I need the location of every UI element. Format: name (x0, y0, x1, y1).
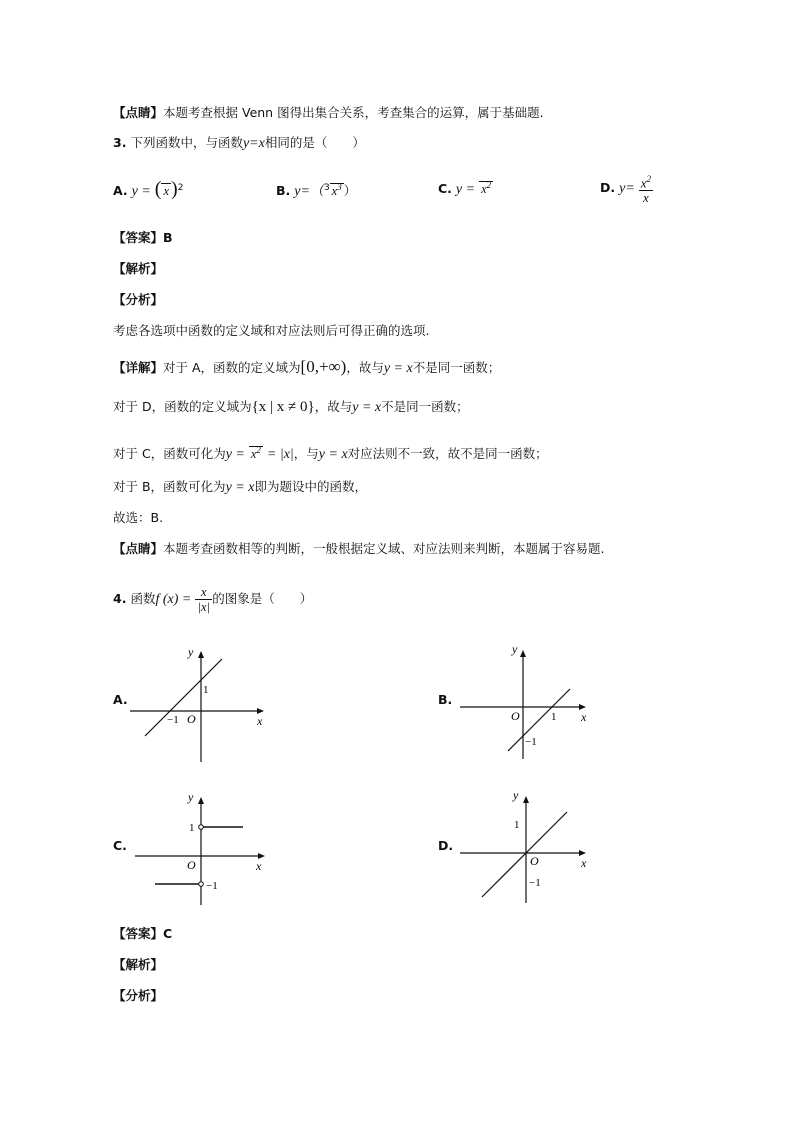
detail-c-math-right: = |x| (266, 447, 294, 463)
graph-d-tick-neg1: −1 (529, 877, 541, 889)
option-d-exp: 2 (646, 174, 652, 184)
detail-a-text1: 对于 A，函数的定义域为 (163, 360, 301, 375)
graph-d-y-label: y (513, 788, 519, 802)
option-b-sqrt: $x^3$ (331, 181, 342, 198)
q4-jiexi: 【解析】 (113, 957, 164, 972)
answer-tag: 【答案】 (113, 926, 164, 941)
q4-stem-before: 函数 (130, 591, 156, 606)
detail-c-text1: 对于 C，函数可化为 (113, 446, 226, 462)
q4-fraction (195, 585, 212, 614)
detail-b-text1: 对于 B，函数可化为 (113, 479, 226, 494)
graph-c-y-arrow (198, 797, 204, 804)
q4-stem-math: f (x) = (155, 592, 192, 607)
detail-c-text3: 对应法则不一致，故不是同一函数； (347, 446, 548, 462)
option-d-label: D. (600, 180, 616, 196)
q4-stem-after: 的图象是（ ） (212, 591, 313, 606)
graph-a-origin: O (187, 712, 196, 726)
option-c-label: C. (438, 181, 452, 197)
option-a-paren-open: ( (154, 178, 162, 200)
q3-number: 3. (113, 135, 127, 150)
graph-a-x-label: x (257, 714, 263, 728)
option-b-rhs: ） (343, 183, 357, 198)
option-a-label: A. (113, 183, 128, 198)
detail-tag: 【详解】 (113, 360, 164, 375)
detail-c-math-left: y = (225, 447, 245, 463)
detail-a-math: [0,+∞) (300, 357, 347, 376)
graph-d-x-label: x (581, 856, 587, 870)
graph-b-label: B. (438, 692, 453, 707)
option-b-index: 3 (323, 182, 330, 193)
option-a-exp: 2 (177, 182, 184, 193)
graph-b (455, 637, 605, 762)
graph-a-y-label: y (188, 645, 194, 659)
q3-option-a (113, 178, 183, 201)
q4-stem (113, 585, 312, 614)
q3-stem (113, 134, 365, 153)
q3-option-c (438, 180, 493, 198)
dianjing-q2 (113, 104, 544, 122)
q3-detail-c (113, 441, 548, 464)
option-b-lhs: y=（ (294, 184, 324, 199)
detail-d-text3: 不是同一函数； (381, 399, 469, 414)
q3-option-d (600, 172, 653, 205)
option-d-den: x (643, 190, 649, 206)
q3-answer (113, 229, 173, 247)
option-d-fraction (639, 172, 653, 205)
graph-b-x-label: x (581, 710, 587, 724)
graph-a-line (145, 659, 222, 736)
graph-d-label: D. (438, 838, 454, 853)
graph-a (130, 640, 280, 765)
detail-d-text2: ，故与 (314, 399, 353, 414)
q4-number: 4. (113, 591, 127, 606)
graph-a-y-arrow (198, 651, 204, 658)
option-c-sqrt: $x^2$ (481, 180, 492, 197)
graph-c-open-dot-upper (199, 825, 204, 830)
option-d-lhs: y= (619, 181, 635, 197)
graph-c-open-dot-lower (199, 882, 204, 887)
option-a-lhs: y = (131, 184, 151, 199)
answer-value: C (163, 926, 173, 941)
option-a-paren-close: ) (171, 178, 178, 200)
q4-frac-den: |x| (197, 599, 211, 614)
graph-d-tick-1: 1 (514, 819, 520, 831)
graph-d (455, 783, 605, 908)
graph-a-label: A. (113, 692, 128, 707)
option-b-exp: 3 (337, 181, 342, 192)
dianjing-text: 本题考查函数相等的判断，一般根据定义域、对应法则来判断，本题属于容易题. (163, 541, 605, 556)
graph-c-label: C. (113, 838, 127, 853)
q3-choose: 故选：B. (113, 510, 164, 525)
graph-b-y-label: y (512, 642, 518, 656)
detail-c-yx: y = x (318, 447, 348, 463)
answer-value: B (163, 230, 173, 245)
q3-detail-b (113, 478, 367, 497)
dianjing-text: 本题考查根据 Venn 图得出集合关系，考查集合的运算，属于基础题. (163, 105, 544, 120)
graph-c-tick-neg1: −1 (206, 880, 218, 892)
q3-option-b (276, 180, 356, 200)
graph-a-tick-1: 1 (203, 684, 209, 696)
q3-dianjing (113, 540, 605, 558)
detail-a-text2: ，故与 (346, 360, 384, 375)
option-c-lhs: y = (455, 182, 476, 198)
detail-d-math: {x | x ≠ 0} (251, 399, 315, 415)
graph-b-tick-1: 1 (551, 711, 557, 723)
q3-jiexi: 【解析】 (113, 261, 164, 276)
detail-c-sqrt: $x^2$ (250, 445, 261, 462)
q3-fenxi: 【分析】 (113, 292, 164, 307)
q4-frac-num: x (195, 585, 212, 600)
detail-d-text1: 对于 D，函数的定义域为 (113, 399, 252, 414)
detail-a-yx: y = x (383, 361, 413, 376)
q3-detail-a (113, 358, 500, 378)
q3-stem-after: 相同的是（ ） (264, 135, 365, 150)
graph-b-y-arrow (520, 650, 526, 657)
graph-b-tick-neg1: −1 (525, 736, 537, 748)
detail-c-exp: 2 (256, 445, 261, 455)
q4-fenxi: 【分析】 (113, 988, 164, 1003)
graph-d-y-arrow (523, 796, 529, 803)
graph-d-origin: O (530, 854, 539, 868)
graph-b-origin: O (511, 709, 520, 723)
q3-analysis: 考虑各选项中函数的定义域和对应法则后可得正确的选项. (113, 323, 430, 338)
option-b-label: B. (276, 183, 291, 198)
graph-d-line (482, 812, 567, 897)
graph-c-y-label: y (188, 790, 194, 804)
answer-tag: 【答案】 (113, 230, 164, 245)
q3-stem-math: y=x (242, 136, 265, 151)
detail-d-yx: y = x (352, 400, 382, 415)
graph-c-x-label: x (256, 859, 262, 873)
graph-c (130, 785, 280, 910)
q3-stem-before: 下列函数中，与函数 (130, 135, 243, 150)
graph-c-tick-1: 1 (189, 822, 195, 834)
option-a-sqrt: x (163, 184, 170, 198)
graph-c-origin: O (187, 858, 196, 872)
dianjing-tag: 【点睛】 (113, 105, 164, 120)
detail-b-text2: 即为题设中的函数， (254, 479, 367, 494)
detail-c-text2: ，与 (293, 446, 319, 462)
q4-answer (113, 925, 172, 943)
detail-b-yx: y = x (225, 480, 255, 495)
option-c-exp: 2 (486, 180, 492, 190)
graph-a-tick-neg1: −1 (167, 714, 179, 726)
q3-detail-d (113, 398, 469, 417)
option-d-num: x (640, 175, 647, 191)
dianjing-tag: 【点睛】 (113, 541, 164, 556)
detail-a-text3: 不是同一函数； (412, 360, 501, 375)
